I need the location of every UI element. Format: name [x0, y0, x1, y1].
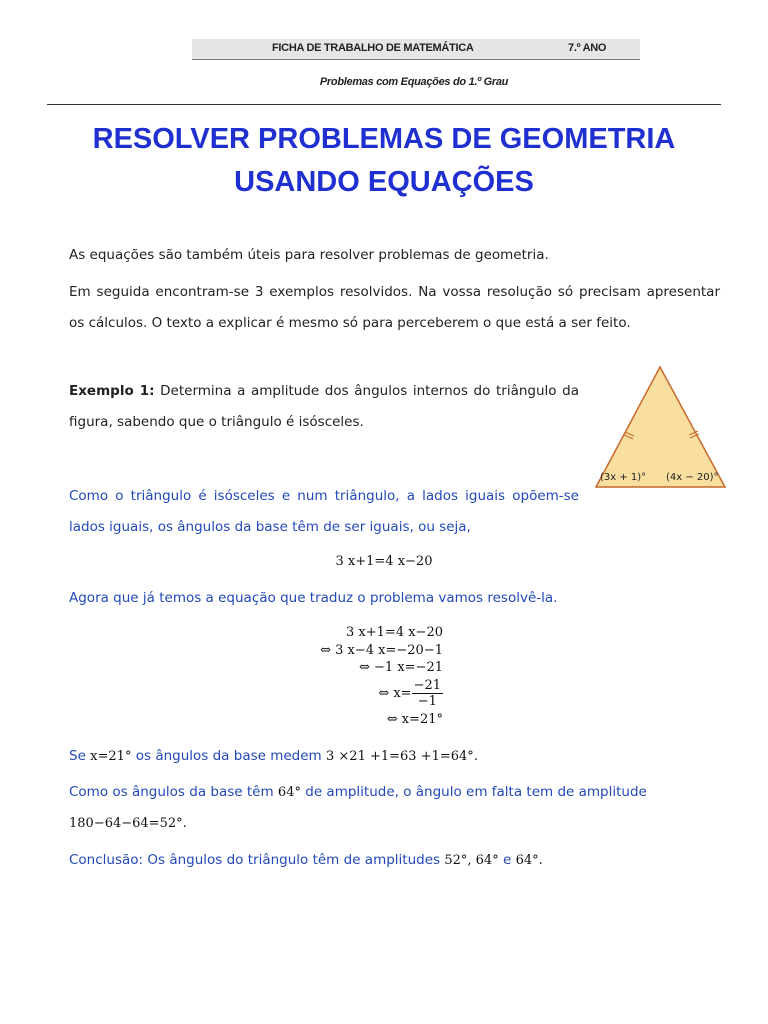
header-divider	[47, 104, 721, 105]
solution-reasoning: Como o triângulo é isósceles e num triângulo, a lados iguais opõem-se lados iguais, os ângulos da base têm de ser iguais, ou seja,	[69, 488, 579, 535]
intro-paragraph-2: Em seguida encontram-se 3 exemplos resolvidos. Na vossa resolução só precisam apresentar os cálculos. O texto a explicar é mesmo só para perceberem o que está a ser feito.	[69, 284, 720, 331]
intro-paragraph-1: As equações são também úteis para resolver problemas de geometria.	[69, 247, 549, 263]
example-1-text: Determina a amplitude dos ângulos internos do triângulo da figura, sabendo que o triângulo é isósceles.	[69, 383, 579, 430]
solution-transition: Agora que já temos a equação que traduz o problema vamos resolvê-la.	[69, 590, 558, 606]
isosceles-triangle-figure	[592, 364, 728, 490]
equation-step: ⇔ −1 x=−21	[359, 660, 443, 675]
fraction-denominator: −1	[417, 693, 437, 709]
fraction-step-prefix: ⇔ x=	[378, 685, 412, 701]
equation-step: 3 x+1=4 x−20	[346, 625, 443, 640]
equation-step-final: ⇔ x=21°	[386, 711, 443, 727]
x-value: x=21°	[90, 749, 132, 764]
conclusion-last-value: 64°	[515, 853, 539, 868]
base-angle-middle: os ângulos da base medem	[131, 748, 326, 764]
equation-step: ⇔ 3 x−4 x=−20−1	[320, 642, 443, 658]
base-angle-prefix: Se	[69, 748, 91, 764]
worksheet-header-grade: 7.º ANO	[568, 42, 607, 54]
left-base-angle-label: (3x + 1)°	[600, 472, 647, 483]
worksheet-header-bar	[192, 39, 640, 60]
example-1-label: Exemplo 1:	[69, 383, 155, 399]
equation-solving-steps	[300, 624, 500, 728]
equation-step-fraction	[300, 677, 500, 711]
conclusion-and: e	[498, 852, 516, 868]
worksheet-subtitle: Problemas com Equações do 1.º Grau	[319, 76, 509, 88]
base-angle-calculation: 3 ×21 +1=63 +1=64°	[326, 749, 474, 764]
fraction-numerator: −21	[413, 677, 441, 693]
worksheet-header-title: FICHA DE TRABALHO DE MATEMÁTICA	[272, 42, 474, 54]
base-angle-value: 64°	[277, 785, 301, 800]
example-1-statement	[69, 376, 579, 438]
page-title	[40, 118, 728, 204]
base-angle-suffix: .	[473, 749, 478, 764]
conclusion-line	[69, 845, 720, 876]
missing-angle-middle: de amplitude, o ângulo em falta tem de amplitude	[300, 784, 647, 800]
page-title-line1: RESOLVER PROBLEMAS DE GEOMETRIA	[92, 123, 676, 155]
missing-angle-calculation: 180−64−64=52°	[69, 816, 183, 831]
page-title-line2: USANDO EQUAÇÕES	[234, 166, 534, 198]
fraction	[412, 678, 443, 709]
right-base-angle-label: (4x − 20)°	[666, 472, 719, 483]
conclusion-suffix: .	[538, 853, 543, 868]
base-angles-equation: 3 x+1=4 x−20	[335, 554, 433, 569]
conclusion-prefix: Conclusão: Os ângulos do triângulo têm de amplitudes	[69, 852, 445, 868]
missing-angle-line	[69, 777, 720, 839]
missing-angle-suffix: .	[182, 816, 187, 831]
conclusion-values: 52°, 64°	[444, 853, 499, 868]
missing-angle-prefix: Como os ângulos da base têm	[69, 784, 278, 800]
triangle-shape	[596, 367, 725, 487]
base-angle-result-line	[69, 741, 720, 772]
